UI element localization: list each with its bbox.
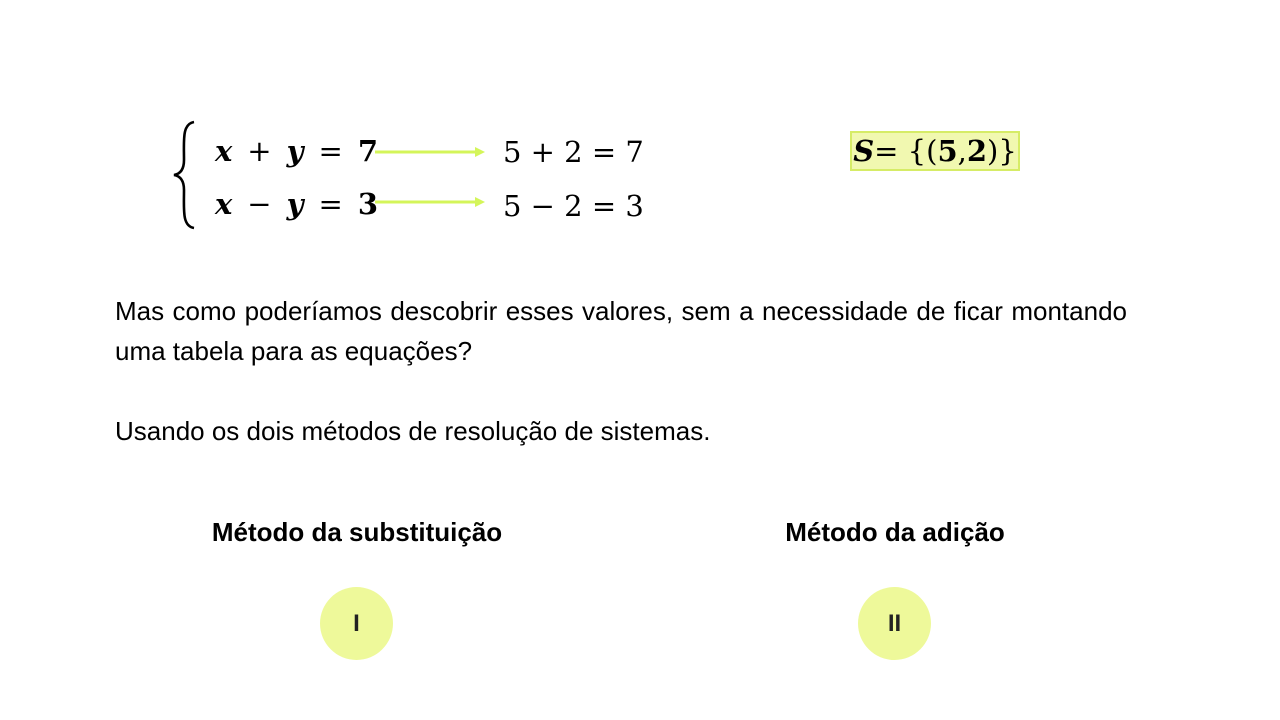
check-equation-1: 5 + 2 = 7: [503, 135, 644, 169]
solution-open: = {(: [874, 134, 938, 168]
check-equation-2: 5 − 2 = 3: [503, 189, 644, 223]
eq2-equals: =: [312, 187, 349, 221]
eq2-var-x: x: [215, 187, 233, 221]
eq2-var-y: y: [286, 187, 304, 221]
equation-2: [215, 187, 378, 221]
eq2-rhs: 3: [357, 187, 378, 221]
solution-set: [850, 131, 1020, 171]
eq1-equals: =: [312, 134, 349, 168]
arrow-right-icon: [375, 195, 485, 209]
equation-1: [215, 134, 378, 168]
eq1-rhs: 7: [357, 134, 378, 168]
solution-symbol: S: [853, 134, 875, 168]
question-paragraph: Mas como poderíamos descobrir esses valores, sem a necessidade de ficar montando uma tabela para as equações?: [115, 296, 1127, 366]
eq2-minus: −: [241, 187, 278, 221]
method-addition-badge: II: [858, 587, 931, 660]
solution-x: 5: [937, 134, 958, 168]
answer-paragraph: Usando os dois métodos de resolução de sistemas.: [115, 416, 711, 446]
solution-close: )}: [987, 134, 1017, 168]
method-substitution-badge: I: [320, 587, 393, 660]
arrow-right-icon: [375, 145, 485, 159]
eq1-var-x: x: [215, 134, 233, 168]
method-addition-title: Método da adição: [785, 517, 1005, 547]
system-brace: [170, 120, 200, 230]
solution-comma: ,: [957, 134, 967, 168]
eq1-plus: +: [241, 134, 278, 168]
solution-y: 2: [966, 134, 988, 168]
eq1-var-y: y: [286, 134, 304, 168]
method-substitution-title: Método da substituição: [211, 517, 503, 547]
